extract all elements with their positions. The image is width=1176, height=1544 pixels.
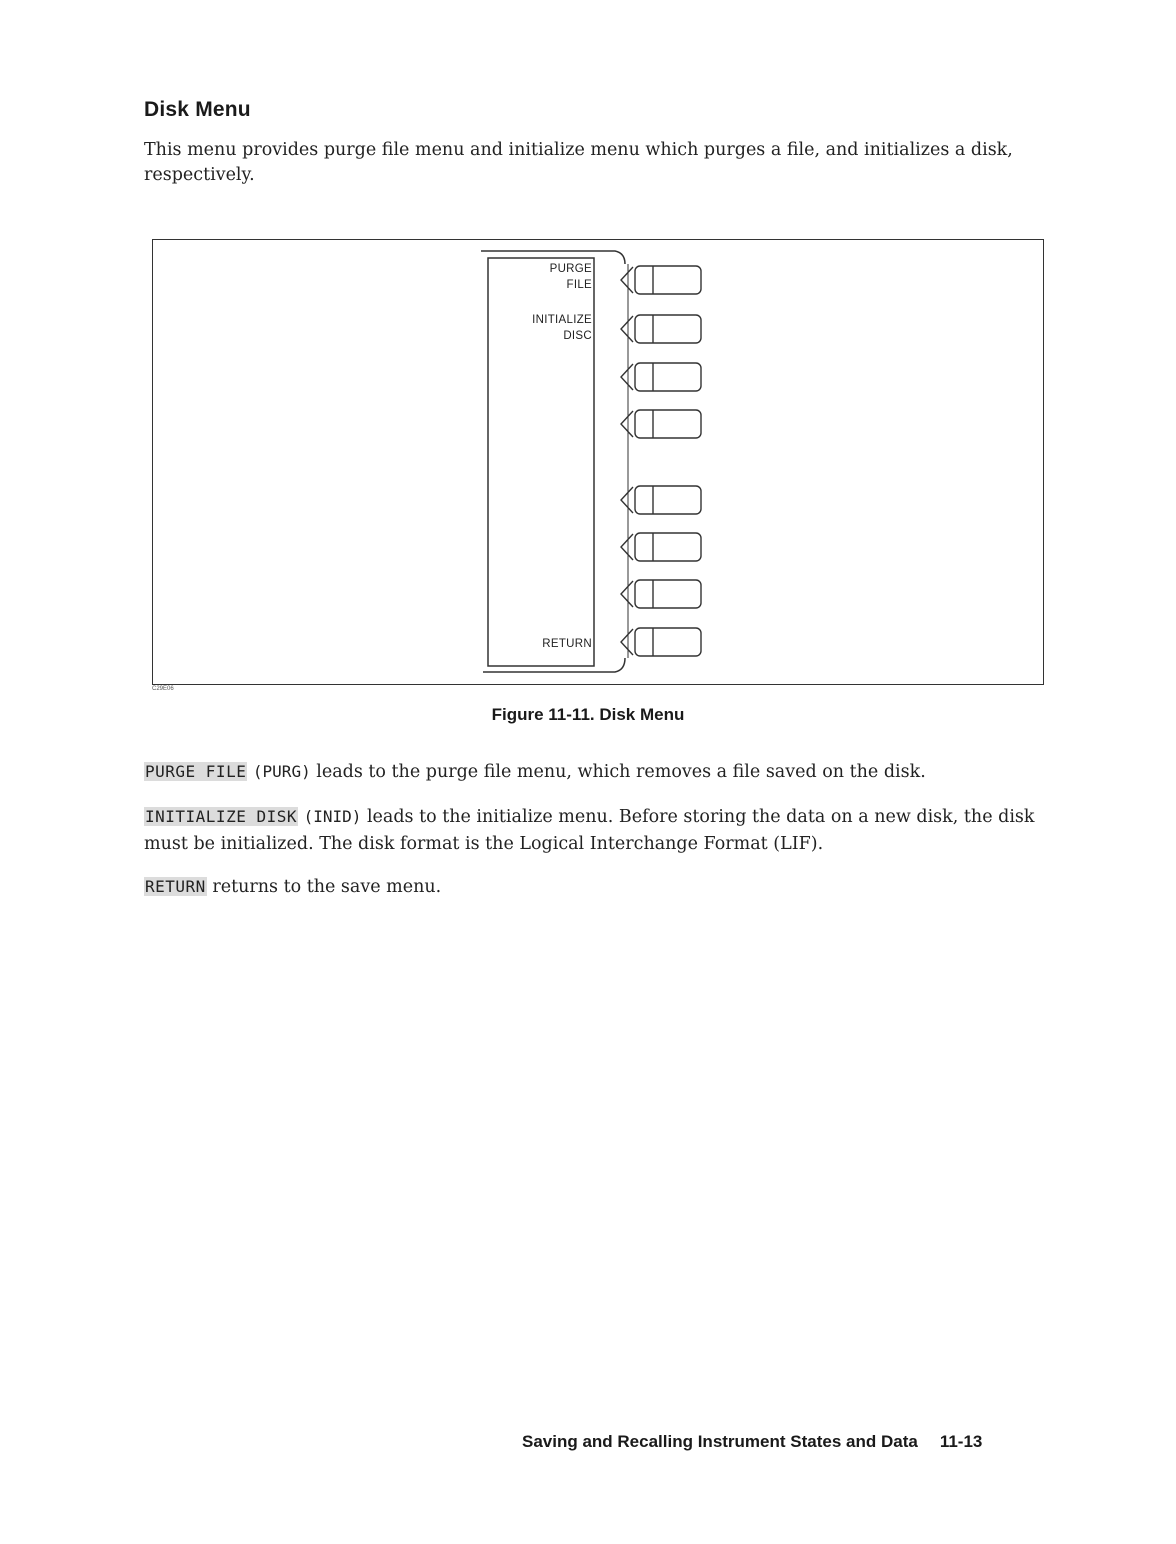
softkey-group [621, 266, 701, 656]
figure-code: C29E06 [152, 686, 174, 692]
softkey-pointer-icon [621, 267, 633, 293]
page-footer [522, 1432, 982, 1452]
softkey-pointer-icon [621, 629, 633, 655]
section-heading: Disk Menu [144, 98, 251, 121]
return-description [144, 873, 1049, 901]
initialize-disk-description [144, 803, 1049, 858]
softkey-button-icon [635, 363, 701, 391]
softkey-7 [621, 580, 701, 608]
softkey-button-icon [635, 315, 701, 343]
figure-caption: Figure 11-11. Disk Menu [491, 705, 685, 724]
softkey-button-icon [635, 580, 701, 608]
softkey-button-icon [635, 410, 701, 438]
softkey-8 [621, 628, 701, 656]
softkey-2 [621, 315, 701, 343]
purge-text: leads to the purge file menu, which removes a file saved on the disk. [310, 762, 926, 782]
softkey-pointer-icon [621, 487, 633, 513]
page-number: 11-13 [939, 1432, 983, 1451]
initialize-disk-softkey: INITIALIZE DISK [145, 807, 297, 826]
softkey-1 [621, 266, 701, 294]
menu-label-column [488, 258, 592, 666]
return-softkey: RETURN [145, 877, 206, 896]
initialize-text: leads to the initialize menu. Before storing the data on a new disk, the disk must be initialized. The disk format is the Logical Interchange Format (LIF). [144, 807, 1035, 854]
intro-paragraph: This menu provides purge file menu and initialize menu which purges a file, and initializes a disk, respectively. [144, 140, 1013, 185]
softkey-diagram [153, 240, 1043, 684]
return-text: returns to the save menu. [206, 877, 442, 897]
softkey-button-icon [635, 266, 701, 294]
softkey-pointer-icon [621, 411, 633, 437]
softkey-6 [621, 533, 701, 561]
menu-label-return: RETURN [542, 638, 592, 650]
footer-title: Saving and Recalling Instrument States and Data [522, 1432, 918, 1451]
softkey-pointer-icon [621, 581, 633, 607]
menu-label-purge-file: PURGE FILE [549, 263, 592, 291]
purge-file-softkey: PURGE FILE [145, 762, 247, 781]
softkey-button-icon [635, 533, 701, 561]
softkey-button-icon [635, 628, 701, 656]
figure-frame [152, 239, 1044, 685]
menu-label-initialize-disc: INITIALIZE DISC [532, 314, 592, 342]
softkey-5 [621, 486, 701, 514]
softkey-pointer-icon [621, 316, 633, 342]
softkey-4 [621, 410, 701, 438]
softkey-button-icon [635, 486, 701, 514]
softkey-pointer-icon [621, 364, 633, 390]
softkey-3 [621, 363, 701, 391]
initialize-command: (INID) [303, 807, 362, 826]
softkey-pointer-icon [621, 534, 633, 560]
purge-command: (PURG) [252, 762, 311, 781]
purge-file-description [144, 758, 1049, 786]
